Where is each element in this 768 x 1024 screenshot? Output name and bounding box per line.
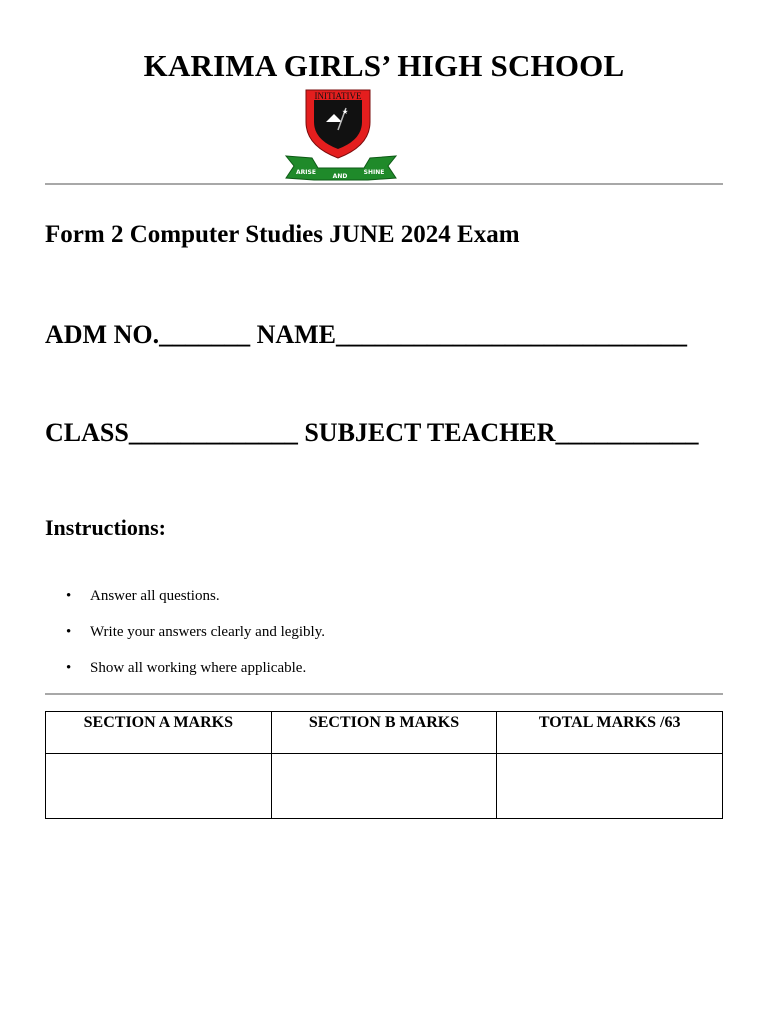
crest-star: ★: [342, 108, 349, 116]
crest-banner-word-2: AND: [332, 173, 348, 180]
instruction-text: Write your answers clearly and legibly.: [90, 624, 326, 640]
class-field[interactable]: CLASS_____________: [45, 418, 298, 447]
list-item: [45, 656, 325, 692]
crest-motto-top: INITIATIVE: [314, 91, 362, 101]
table-header-row: [46, 712, 723, 754]
instructions-heading: Instructions:: [45, 515, 167, 540]
marks-table: [45, 711, 723, 819]
adm-no-field[interactable]: ADM NO._______: [45, 320, 251, 349]
subject-teacher-field[interactable]: SUBJECT TEACHER___________: [304, 418, 699, 447]
header-divider: [45, 183, 723, 185]
section-a-marks-cell[interactable]: [46, 754, 272, 819]
total-marks-cell[interactable]: [497, 754, 723, 819]
instructions-divider: [45, 693, 723, 695]
school-crest-logo: [284, 86, 398, 186]
crest-banner-word-1: ARISE: [296, 169, 316, 176]
adm-name-line: [45, 318, 687, 352]
instruction-text: Show all working where applicable.: [90, 660, 307, 676]
section-b-marks-cell[interactable]: [271, 754, 497, 819]
list-item: [45, 620, 325, 656]
exam-title: Form 2 Computer Studies JUNE 2024 Exam: [45, 221, 520, 248]
section-b-marks-header: SECTION B MARKS: [271, 712, 497, 754]
list-item: [45, 584, 325, 620]
instruction-text: Answer all questions.: [90, 588, 220, 604]
name-field[interactable]: NAME___________________________: [256, 320, 688, 349]
school-title: KARIMA GIRLS’ HIGH SCHOOL: [143, 48, 625, 83]
class-teacher-line: [45, 416, 699, 450]
bullet-icon: •: [66, 588, 72, 604]
table-row: [46, 754, 723, 819]
crest-banner-word-3: SHINE: [363, 169, 385, 176]
total-marks-header: TOTAL MARKS /63: [497, 712, 723, 754]
bullet-icon: •: [66, 660, 72, 676]
instructions-list: [45, 584, 325, 692]
section-a-marks-header: SECTION A MARKS: [46, 712, 272, 754]
bullet-icon: •: [66, 624, 72, 640]
